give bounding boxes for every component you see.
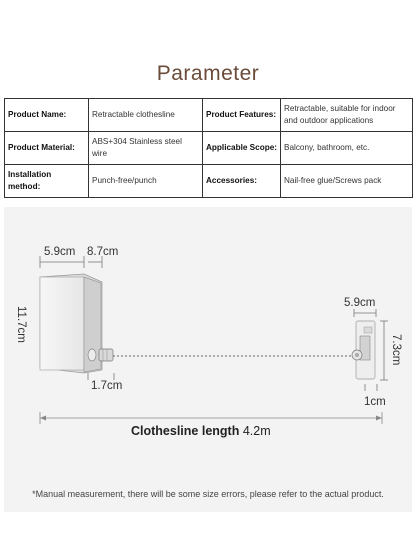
- page-title: Parameter: [156, 62, 260, 85]
- spec-value: ABS+304 Stainless steel wire: [89, 132, 203, 165]
- base-width-label: 5.9cm: [44, 246, 76, 258]
- hook-height-label: 7.3cm: [390, 334, 402, 366]
- spec-key: Product Name:: [5, 99, 89, 132]
- knob-length-dimension: [88, 373, 114, 380]
- hook-width-label: 5.9cm: [344, 297, 376, 309]
- spec-value: Punch-free/punch: [89, 165, 203, 198]
- spec-key: Installation method:: [5, 165, 89, 198]
- clothesline-length-caption: [131, 424, 271, 438]
- spec-value: Retractable clothesline: [89, 99, 203, 132]
- measurement-note: *Manual measurement, there will be some size errors, please refer to the actual product.: [32, 489, 384, 499]
- length-label: Clothesline length: [131, 424, 240, 438]
- spec-value: Balcony, bathroom, etc.: [281, 132, 413, 165]
- spec-value: Nail-free glue/Screws pack: [281, 165, 413, 198]
- spec-key: Accessories:: [203, 165, 281, 198]
- clothesline-length-dimension: [40, 412, 382, 424]
- hook-depth-label: 1cm: [364, 396, 386, 408]
- hook-width-dimension: [354, 309, 376, 317]
- hook-height-dimension: [380, 321, 388, 380]
- spec-key: Applicable Scope:: [203, 132, 281, 165]
- length-value: 4.2m: [242, 424, 271, 438]
- base-depth-label: 8.7cm: [87, 246, 119, 258]
- base-height-label: 11.7cm: [15, 306, 27, 343]
- hook-depth-dimension: [365, 384, 377, 391]
- spec-key: Product Material:: [5, 132, 89, 165]
- spec-value: Retractable, suitable for indoor and outdoor applications: [281, 99, 413, 132]
- knob-length-label: 1.7cm: [91, 380, 123, 392]
- spec-key: Product Features:: [203, 99, 281, 132]
- hook-unit: [352, 321, 375, 379]
- knob: [88, 349, 113, 361]
